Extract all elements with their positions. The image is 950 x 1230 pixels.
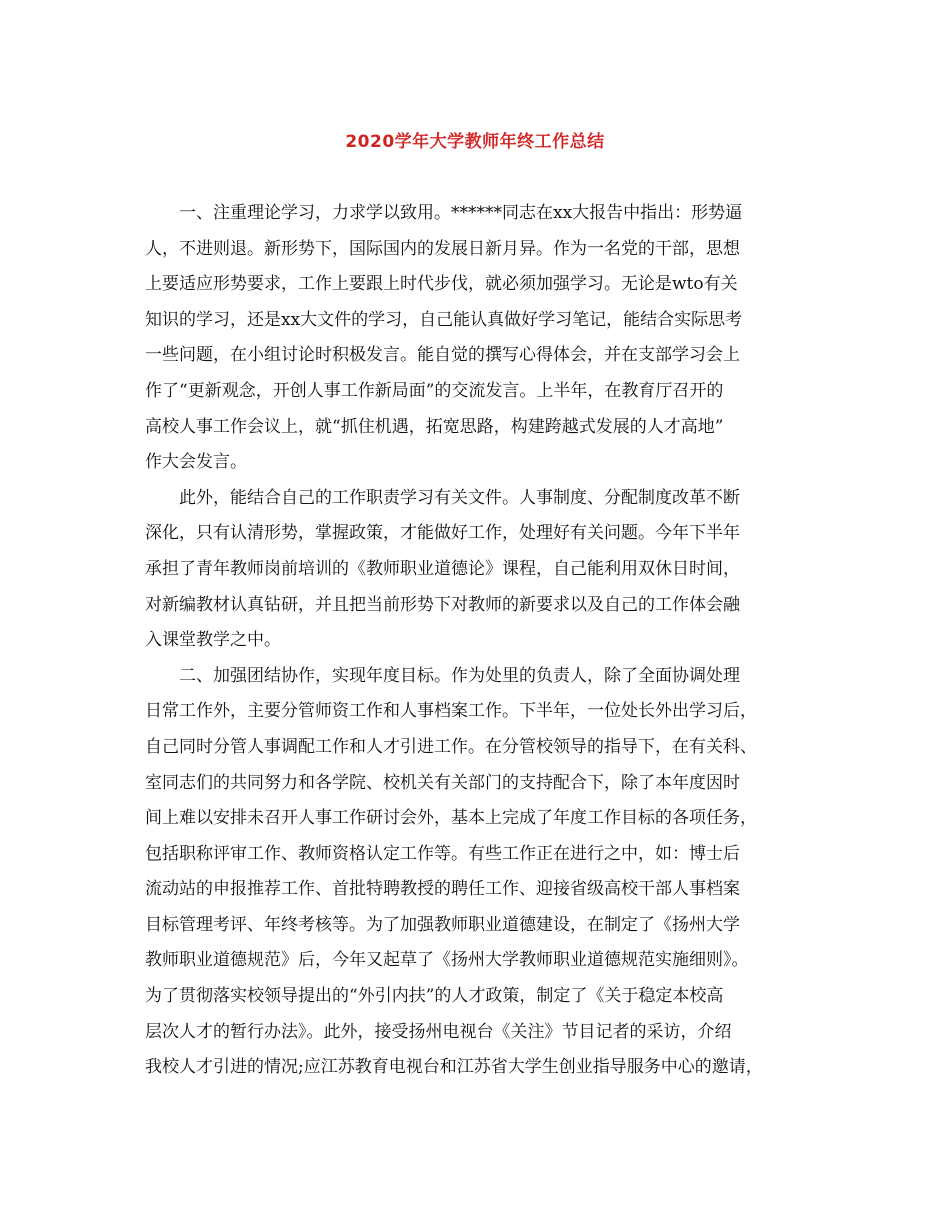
text-line: 包括职称评审工作、教师资格认定工作等。有些工作正在进行之中，如：博士后 <box>145 843 740 864</box>
document-title: 2020学年大学教师年终工作总结 <box>345 132 605 152</box>
text-line: 我校人才引进的情况;应江苏教育电视台和江苏省大学生创业指导服务中心的邀请， <box>145 1057 763 1078</box>
text-line: 自己同时分管人事调配工作和人才引进工作。在分管校领导的指导下，在有关科、 <box>145 736 757 757</box>
text-line: 间上难以安排未召开人事工作研讨会外，基本上完成了年度工作目标的各项任务， <box>145 808 757 829</box>
text-line: 上要适应形势要求，工作上要跟上时代步伐，就必须加强学习。无论是wto有关 <box>145 274 738 295</box>
text-line: 对新编教材认真钻研，并且把当前形势下对教师的新要求以及自己的工作体会融 <box>145 594 740 615</box>
text-line: 日常工作外，主要分管师资工作和人事档案工作。下半年，一位处长外出学习后， <box>145 701 757 722</box>
text-line: 高校人事工作会议上，就“抓住机遇，拓宽思路，构建跨越式发展的人才高地” <box>145 416 724 437</box>
text-line: 层次人才的暂行办法》。此外，接受扬州电视台《关注》节目记者的采访，介绍 <box>145 1021 732 1042</box>
text-line: 深化，只有认清形势，掌握政策，才能做好工作，处理好有关问题。今年下半年 <box>145 523 740 544</box>
text-line: 作了“更新观念，开创人事工作新局面”的交流发言。上半年，在教育厅召开的 <box>145 380 724 401</box>
text-line: 作大会发言。 <box>145 452 247 473</box>
text-line: 一些问题，在小组讨论时积极发言。能自觉的撰写心得体会，并在支部学习会上 <box>145 345 740 366</box>
text-line: 教师职业道德规范》后，今年又起草了《扬州大学教师职业道德规范实施细则》。 <box>145 950 749 971</box>
text-line: 一、注重理论学习，力求学以致用。******同志在xx大报告中指出：形势逼 <box>179 203 743 223</box>
text-line: 入课堂教学之中。 <box>145 630 281 651</box>
text-line: 知识的学习，还是xx大文件的学习，自己能认真做好学习笔记，能结合实际思考 <box>145 309 743 330</box>
text-line: 此外，能结合自己的工作职责学习有关文件。人事制度、分配制度改革不断 <box>179 487 740 508</box>
text-line: 人，不进则退。新形势下，国际国内的发展日新月异。作为一名党的干部，思想 <box>145 238 740 259</box>
text-line: 为了贯彻落实校领导提出的“外引内扶”的人才政策，制定了《关于稳定本校高 <box>145 986 724 1007</box>
text-line: 目标管理考评、年终考核等。为了加强教师职业道德建设，在制定了《扬州大学 <box>145 914 740 935</box>
text-line: 承担了青年教师岗前培训的《教师职业道德论》课程，自己能利用双休日时间， <box>145 558 740 579</box>
document-body <box>145 196 810 1086</box>
text-line: 流动站的申报推荐工作、首批特聘教授的聘任工作、迎接省级高校干部人事档案 <box>145 879 740 900</box>
text-line: 二、加强团结协作，实现年度目标。作为处里的负责人，除了全面协调处理 <box>179 665 740 686</box>
text-line: 室同志们的共同努力和各学院、校机关有关部门的支持配合下，除了本年度因时 <box>145 772 740 793</box>
